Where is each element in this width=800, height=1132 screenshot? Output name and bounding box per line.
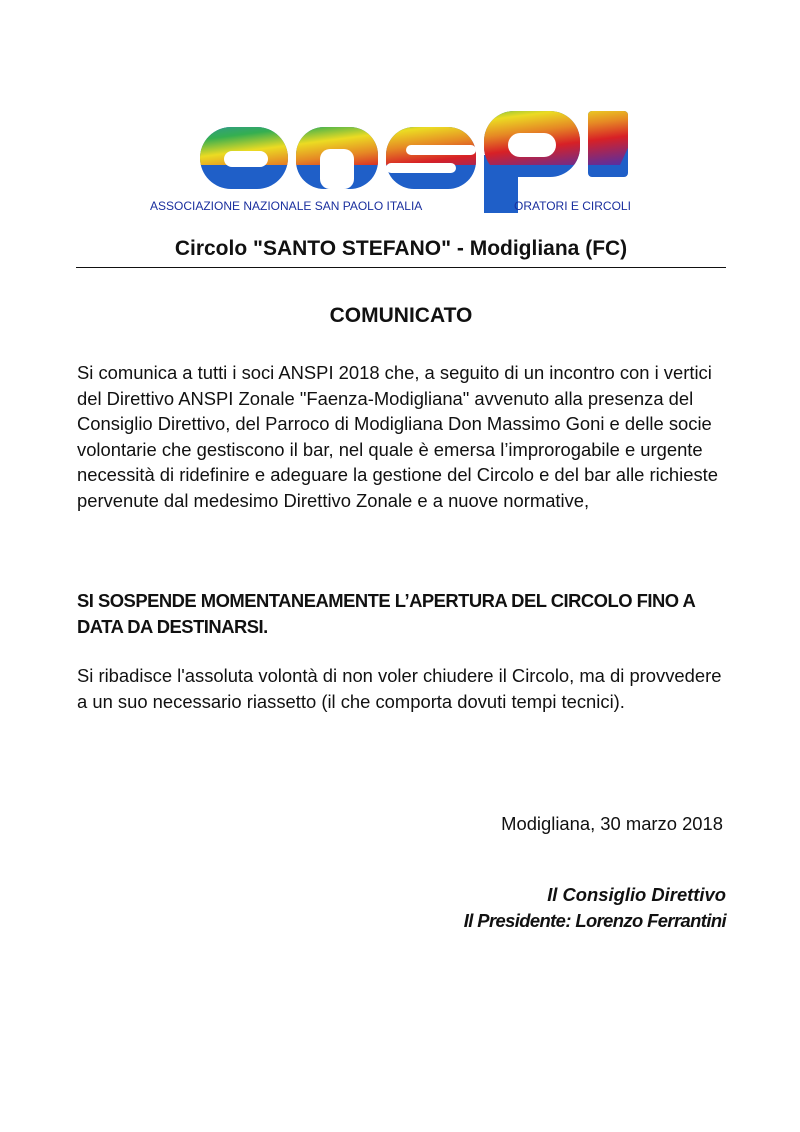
place-date: Modigliana, 30 marzo 2018: [501, 813, 723, 834]
body-paragraph-1: Si comunica a tutti i soci ANSPI 2018 che, a seguito di un incontro con i vertici del Direttivo ANSPI Zonale "Faenza-Modigliana" avvenuto alla presenza del Consiglio Direttivo, del Parroco di Modigliana Don Massimo Goni e delle socie volontarie che gestiscono il bar, nel quale è emersa l’improrogabile e urgente necessità di ridefinire e adeguare la gestione del Circolo e del bar alle richieste pervenute dal medesimo Direttivo Zonale e a nuove normative,: [77, 362, 718, 511]
announcement-text: SI SOSPENDE MOMENTANEAMENTE L’APERTURA DEL CIRCOLO FINO A DATA DA DESTINARSI.: [77, 590, 695, 637]
logo-tagline-right: ORATORI E CIRCOLI: [514, 199, 631, 213]
signature-board: Il Consiglio Direttivo: [547, 884, 726, 905]
signature-president: Il Presidente: Lorenzo Ferrantini: [463, 910, 726, 931]
header-divider: [76, 267, 726, 268]
logo-tagline-left: ASSOCIAZIONE NAZIONALE SAN PAOLO ITALIA: [150, 199, 423, 213]
circolo-heading: Circolo "SANTO STEFANO" - Modigliana (FC): [174, 237, 628, 260]
document-title: COMUNICATO: [329, 304, 473, 327]
body-paragraph-2: Si ribadisce l'assoluta volontà di non voler chiudere il Circolo, ma di provvedere a un suo necessario riassetto (il che comporta dovuti tempi tecnici).: [77, 665, 722, 712]
